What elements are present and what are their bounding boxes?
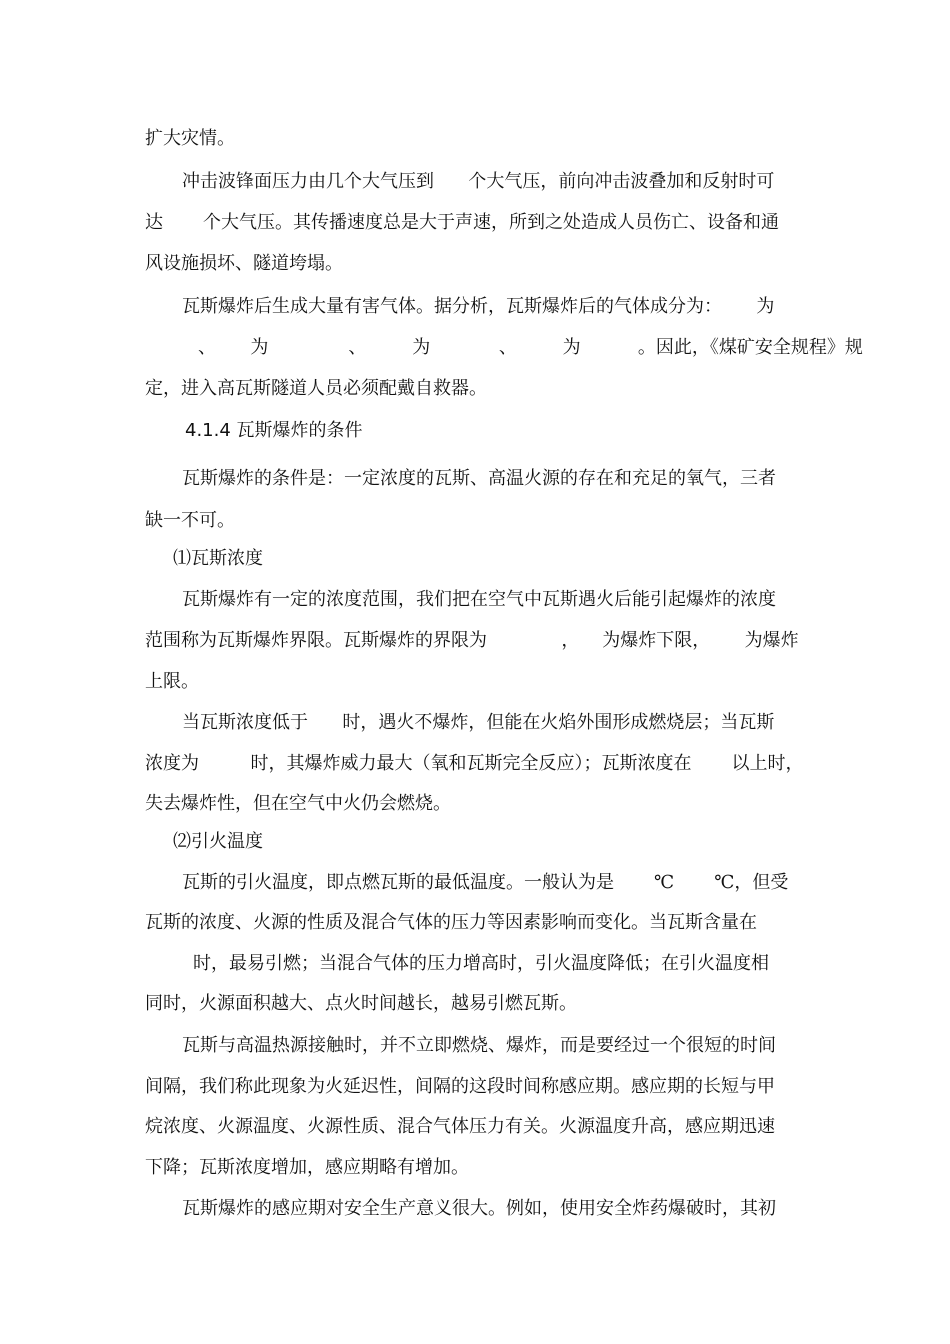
text-line: 范围称为瓦斯爆炸界限。瓦斯爆炸的界限为 ， 为爆炸下限， 为爆炸 bbox=[145, 630, 799, 651]
text-line: 瓦斯的浓度、火源的性质及混合气体的压力等因素影响而变化。当瓦斯含量在 bbox=[145, 912, 757, 933]
text-line: 瓦斯爆炸有一定的浓度范围，我们把在空气中瓦斯遇火后能引起爆炸的浓度 bbox=[182, 589, 776, 610]
text-line: 瓦斯爆炸的条件是：一定浓度的瓦斯、高温火源的存在和充足的氧气，三者 bbox=[182, 468, 776, 489]
text-line: 、 为 、 为 、 为 。因此，《煤矿安全规程》规 bbox=[198, 337, 863, 358]
text-line: 瓦斯的引火温度，即点燃瓦斯的最低温度。一般认为是 ℃ ℃，但受 bbox=[182, 872, 789, 893]
text-line: 当瓦斯浓度低于 时，遇火不爆炸，但能在火焰外围形成燃烧层；当瓦斯 bbox=[182, 712, 775, 733]
subheading: ⑴瓦斯浓度 bbox=[173, 548, 263, 569]
text-line: 缺一不可。 bbox=[145, 510, 235, 531]
text-line: 瓦斯爆炸后生成大量有害气体。据分析，瓦斯爆炸后的气体成分为： 为 bbox=[182, 296, 775, 317]
text-line: 瓦斯爆炸的感应期对安全生产意义很大。例如，使用安全炸药爆破时，其初 bbox=[182, 1198, 776, 1219]
subheading: ⑵引火温度 bbox=[173, 831, 263, 852]
text-line: 冲击波锋面压力由几个大气压到 个大气压，前向冲击波叠加和反射时可 bbox=[182, 171, 775, 192]
text-line: 风设施损坏、隧道垮塌。 bbox=[145, 253, 343, 274]
text-line: 时，最易引燃；当混合气体的压力增高时，引火温度降低；在引火温度相 bbox=[193, 953, 769, 974]
text-line: 烷浓度、火源温度、火源性质、混合气体压力有关。火源温度升高，感应期迅速 bbox=[145, 1116, 775, 1137]
text-line: 定，进入高瓦斯隧道人员必须配戴自救器。 bbox=[145, 378, 487, 399]
text-line: 浓度为 时，其爆炸威力最大（氧和瓦斯完全反应）；瓦斯浓度在 以上时， bbox=[145, 753, 804, 774]
section-heading: 4.1.4 瓦斯爆炸的条件 bbox=[185, 420, 363, 441]
text-line: 达 个大气压。其传播速度总是大于声速，所到之处造成人员伤亡、设备和通 bbox=[145, 212, 780, 233]
text-line: 上限。 bbox=[145, 671, 199, 692]
text-line: 下降；瓦斯浓度增加，感应期略有增加。 bbox=[145, 1157, 469, 1178]
text-line: 瓦斯与高温热源接触时，并不立即燃烧、爆炸，而是要经过一个很短的时间 bbox=[182, 1035, 776, 1056]
text-line: 间隔，我们称此现象为火延迟性，间隔的这段时间称感应期。感应期的长短与甲 bbox=[145, 1076, 775, 1097]
text-line: 失去爆炸性，但在空气中火仍会燃烧。 bbox=[145, 793, 451, 814]
text-line: 扩大灾情。 bbox=[145, 128, 235, 149]
text-line: 同时，火源面积越大、点火时间越长，越易引燃瓦斯。 bbox=[145, 993, 577, 1014]
